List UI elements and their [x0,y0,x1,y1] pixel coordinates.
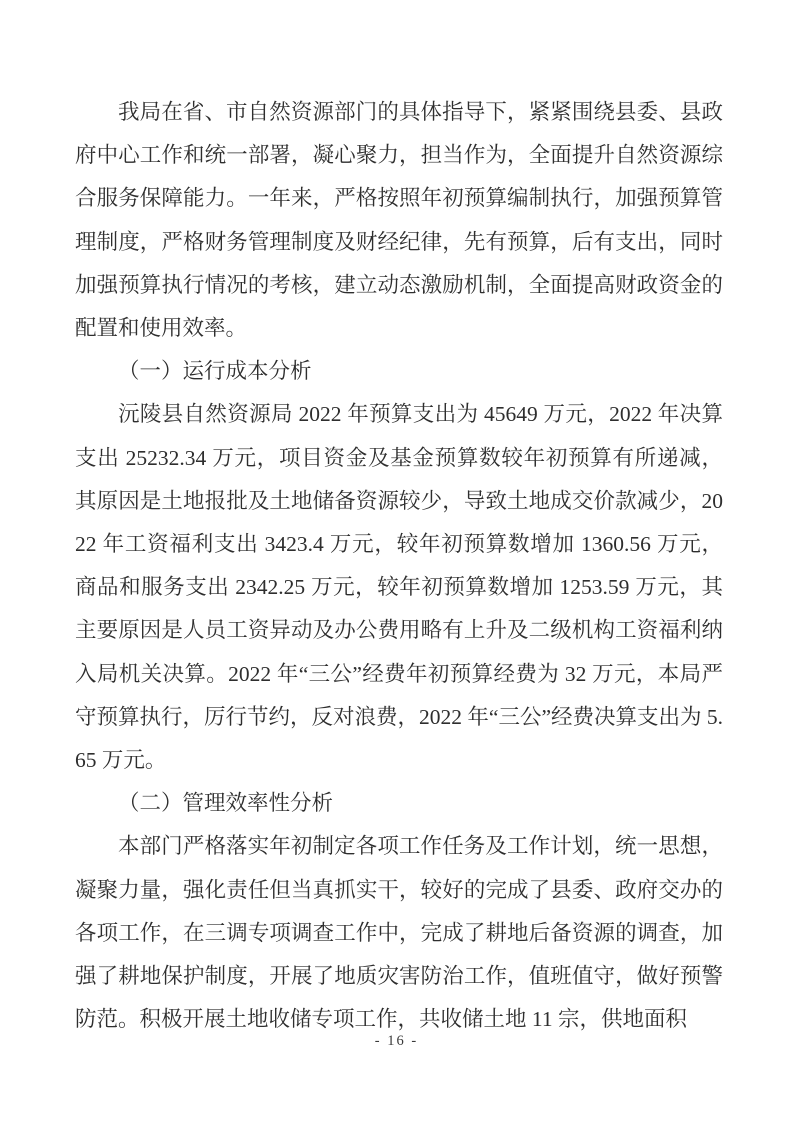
document-content [75,91,723,1041]
paragraph-efficiency-analysis: 本部门严格落实年初制定各项工作任务及工作计划，统一思想，凝聚力量，强化责任但当真抓实干，较好的完成了县委、政府交办的各项工作，在三调专项调查工作中，完成了耕地后备资源的调查，加强了耕地保护制度，开展了地质灾害防治工作，值班值守，做好预警防范。积极开展土地收储专项工作，共收储土地 11 宗，供地面积 [75,834,723,1032]
section-heading-cost-analysis: （一）运行成本分析 [118,359,312,384]
paragraph-overview: 我局在省、市自然资源部门的具体指导下，紧紧围绕县委、县政府中心工作和统一部署，凝心聚力，担当作为，全面提升自然资源综合服务保障能力。一年来，严格按照年初预算编制执行，加强预算管理制度，严格财务管理制度及财经纪律，先有预算，后有支出，同时加强预算执行情况的考核，建立动态激励机制，全面提高财政资金的配置和使用效率。 [75,100,723,341]
paragraph-cost-analysis: 沅陵县自然资源局 2022 年预算支出为 45649 万元，2022 年决算支出 25232.34 万元，项目资金及基金预算数较年初预算有所递减，其原因是土地报批及土地储备资源较少，导致土地成交价款减少，2022 年工资福利支出 3423.4 万元，较年初预算数增加 1360.56 万元，商品和服务支出 2342.25 万元，较年初预算数增加 1253.59 万元，其主要原因是人员工资异动及办公费用略有上升及二级机构工资福利纳入局机关决算。2022 年“三公”经费年初预算经费为 32 万元，本局严守预算执行，厉行节约，反对浪费，2022 年“三公”经费决算支出为 5.65 万元。 [75,402,723,773]
section-heading-efficiency-analysis: （二）管理效率性分析 [118,791,334,816]
page-number: - 16 - [374,1033,419,1049]
